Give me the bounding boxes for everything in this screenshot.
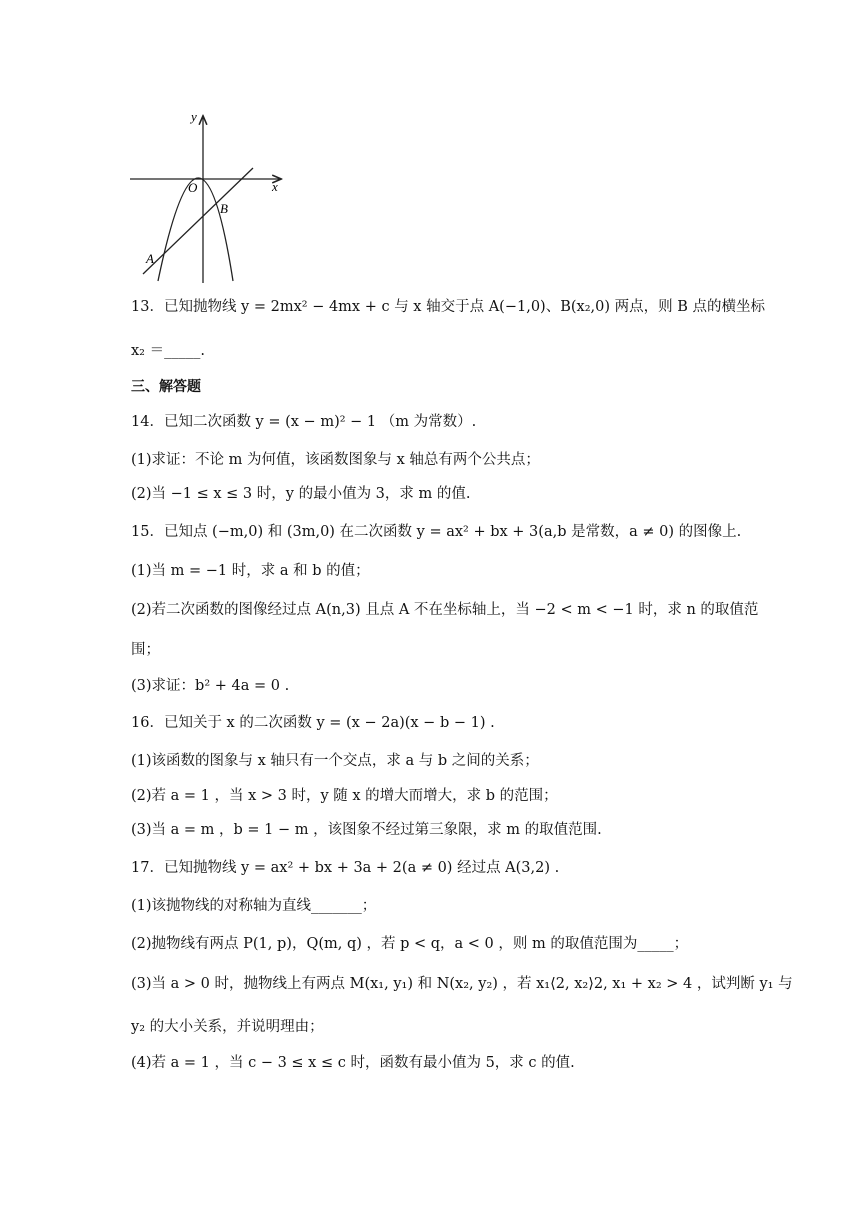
q17-stem: 17．已知抛物线 y = ax² + bx + 3a + 2(a ≠ 0) 经过点 A(3,2) .	[131, 860, 560, 876]
section-heading: 三、解答题	[131, 379, 201, 395]
q14-part2: (2)当 −1 ≤ x ≤ 3 时，y 的最小值为 3，求 m 的值.	[131, 486, 471, 502]
q17-part3a: (3)当 a > 0 时，抛物线上有两点 M(x₁, y₁) 和 N(x₂, y₂) ，若 x₁⟨2, x₂⟩2, x₁ + x₂ > 4 ，试判断 y₁ 与	[131, 976, 793, 992]
q15-part2b: 围；	[131, 642, 160, 658]
q15-stem: 15．已知点 (−m,0) 和 (3m,0) 在二次函数 y = ax² + bx + 3(a,b 是常数，a ≠ 0) 的图像上.	[131, 524, 742, 540]
label-y: y	[191, 109, 197, 124]
label-x: x	[272, 179, 278, 194]
q17-part4: (4)若 a = 1 ，当 c − 3 ≤ x ≤ c 时，函数有最小值为 5，求 c 的值.	[131, 1055, 575, 1071]
label-b: B	[220, 201, 228, 216]
q17-part2: (2)抛物线有两点 P(1, p)，Q(m, q) ，若 p < q，a < 0 ，则 m 的取值范围为_____；	[131, 936, 689, 952]
line-ab	[143, 168, 253, 274]
q16-part3: (3)当 a = m ，b = 1 − m ，该图象不经过第三象限，求 m 的取值范围.	[131, 822, 602, 838]
q13-line2: x₂ ＝_____.	[131, 343, 205, 359]
parabola-figure	[125, 105, 290, 287]
q17-part3b: y₂ 的大小关系，并说明理由；	[131, 1019, 324, 1035]
q17-part1: (1)该抛物线的对称轴为直线_______；	[131, 898, 377, 914]
q16-part1: (1)该函数的图象与 x 轴只有一个交点，求 a 与 b 之间的关系；	[131, 753, 539, 769]
q15-part3: (3)求证：b² + 4a = 0 .	[131, 678, 290, 694]
label-a: A	[146, 251, 154, 266]
q14-stem: 14．已知二次函数 y = (x − m)² − 1 （m 为常数）.	[131, 414, 477, 430]
q16-part2: (2)若 a = 1 ，当 x > 3 时，y 随 x 的增大而增大，求 b 的范围；	[131, 788, 558, 804]
q15-part2a: (2)若二次函数的图像经过点 A(n,3) 且点 A 不在坐标轴上，当 −2 < m < −1 时，求 n 的取值范	[131, 602, 759, 618]
q16-stem: 16．已知关于 x 的二次函数 y = (x − 2a)(x − b − 1) .	[131, 715, 495, 731]
q14-part1: (1)求证：不论 m 为何值，该函数图象与 x 轴总有两个公共点；	[131, 452, 540, 468]
q13-line1: 13．已知抛物线 y = 2mx² − 4mx + c 与 x 轴交于点 A(−1,0)、B(x₂,0) 两点，则 B 点的横坐标	[131, 299, 765, 315]
q15-part1: (1)当 m = −1 时，求 a 和 b 的值；	[131, 563, 370, 579]
label-origin: O	[188, 180, 198, 195]
